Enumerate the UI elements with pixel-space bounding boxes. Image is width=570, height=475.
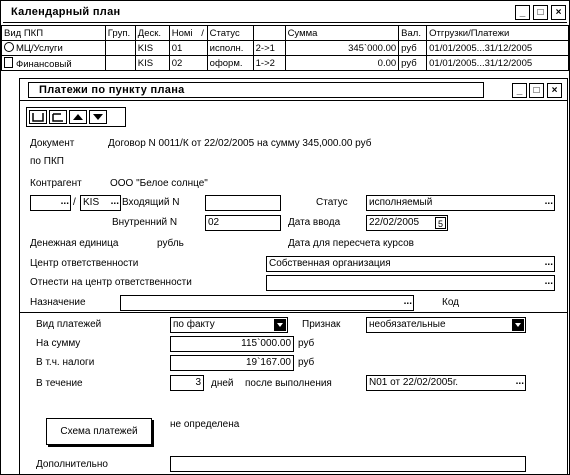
- col-header[interactable]: Сумма: [285, 26, 399, 41]
- table-header-row: [2, 26, 569, 41]
- table-row[interactable]: [2, 56, 569, 71]
- sum-label: На сумму: [36, 338, 81, 349]
- kis-value: KIS: [83, 197, 100, 208]
- arrow-down-icon: [90, 111, 106, 123]
- lookup-button[interactable]: ...: [403, 296, 412, 307]
- sign-value: необязательные: [369, 319, 446, 330]
- col-header[interactable]: [253, 26, 285, 41]
- toolbar: [26, 107, 126, 127]
- divider: [20, 312, 567, 313]
- table-row[interactable]: [2, 41, 569, 56]
- col-header[interactable]: Вид ПКП: [2, 26, 106, 41]
- edit-icon: [50, 111, 66, 123]
- date-field[interactable]: [366, 215, 448, 231]
- row-step: 2->1: [253, 41, 285, 56]
- during-label: В течение: [36, 378, 83, 389]
- minimize-icon: _: [516, 85, 523, 96]
- col-header[interactable]: Номі: [169, 26, 199, 41]
- pay-type-select[interactable]: [170, 317, 288, 333]
- circle-icon: [4, 42, 14, 52]
- lookup-button[interactable]: ...: [544, 257, 553, 268]
- save-button[interactable]: [29, 110, 47, 124]
- maximize-icon: □: [537, 7, 544, 18]
- internal-field[interactable]: [205, 215, 281, 231]
- row-type: МЦ/Услуги: [16, 43, 63, 54]
- lookup-button[interactable]: ...: [515, 376, 524, 387]
- document-value: Договор N 0011/К от 22/02/2005 на сумму 345,000.00 руб: [108, 138, 372, 149]
- row-desk: KIS: [135, 41, 169, 56]
- after-label: после выполнения: [245, 378, 332, 389]
- during-field[interactable]: 3: [170, 375, 204, 391]
- row-status: оформ.: [207, 56, 253, 71]
- code-label: Код: [442, 297, 460, 308]
- row-cur: руб: [399, 56, 427, 71]
- chevron-down-icon[interactable]: [274, 319, 286, 331]
- contragent-code-field[interactable]: [30, 195, 71, 211]
- payments-title: Платежи по пункту плана: [39, 84, 185, 96]
- minimize-button[interactable]: [515, 5, 530, 20]
- arrow-up-icon: [70, 111, 86, 123]
- row-group: [105, 56, 135, 71]
- payments-window: [19, 78, 568, 475]
- document-icon: [4, 57, 13, 68]
- close-icon: ×: [555, 7, 562, 18]
- tax-label: В т.ч. налоги: [36, 357, 95, 368]
- purpose-field[interactable]: [120, 295, 414, 311]
- row-sum: 0.00: [285, 56, 399, 71]
- tax-currency: руб: [298, 357, 315, 368]
- row-type: Финансовый: [16, 58, 72, 70]
- move-down-button[interactable]: [89, 110, 107, 124]
- calendar-plan-title: Календарный план: [11, 6, 121, 18]
- contragent-label: Контрагент: [30, 178, 82, 189]
- maximize-button[interactable]: [533, 5, 548, 20]
- col-header[interactable]: /: [199, 26, 207, 41]
- document-label: Документ: [30, 138, 75, 149]
- purpose-label: Назначение: [30, 297, 86, 308]
- internal-value: 02: [208, 217, 220, 228]
- sum-field[interactable]: 115`000.00: [170, 336, 294, 352]
- date-label: Дата ввода: [288, 217, 341, 228]
- kis-field[interactable]: [80, 195, 121, 211]
- pay-type-label: Вид платежей: [36, 319, 102, 330]
- col-header[interactable]: Статус: [207, 26, 253, 41]
- lookup-button[interactable]: ...: [544, 276, 553, 287]
- close-button[interactable]: [551, 5, 566, 20]
- days-label: дней: [211, 378, 234, 389]
- status-field[interactable]: [366, 195, 555, 211]
- row-period: 01/01/2005...31/12/2005: [427, 41, 569, 56]
- col-header[interactable]: Вал.: [399, 26, 427, 41]
- maximize-button[interactable]: [529, 83, 544, 98]
- close-button[interactable]: [547, 83, 562, 98]
- calendar-plan-table: [1, 25, 569, 71]
- lookup-button[interactable]: ...: [60, 196, 69, 207]
- chevron-down-icon[interactable]: [512, 319, 524, 331]
- move-up-button[interactable]: [69, 110, 87, 124]
- col-header[interactable]: Груп.: [105, 26, 135, 41]
- status-label: Статус: [316, 197, 348, 208]
- assign-responsibility-field[interactable]: [266, 275, 555, 291]
- pkp-label: по ПКП: [30, 156, 64, 167]
- internal-label: Внутренний N: [112, 217, 178, 228]
- row-desk: KIS: [135, 56, 169, 71]
- after-field[interactable]: [366, 375, 526, 391]
- slash-separator: /: [73, 197, 76, 208]
- row-cur: руб: [399, 41, 427, 56]
- save-icon: [30, 111, 46, 123]
- minimize-icon: _: [519, 7, 526, 18]
- status-value: исполняемый: [369, 197, 433, 208]
- maximize-icon: □: [533, 85, 540, 96]
- col-header[interactable]: Деск.: [135, 26, 169, 41]
- recalc-label: Дата для пересчета курсов: [288, 238, 414, 249]
- minimize-button[interactable]: [512, 83, 527, 98]
- edit-button[interactable]: [49, 110, 67, 124]
- sign-select[interactable]: [366, 317, 526, 333]
- currency-label: Денежная единица: [30, 238, 119, 249]
- responsibility-label: Центр ответственности: [30, 258, 139, 269]
- tax-field[interactable]: 19`167.00: [170, 355, 294, 371]
- currency-value: рубль: [157, 238, 184, 249]
- extra-field[interactable]: [170, 456, 526, 472]
- payment-schema-value: не определена: [170, 419, 240, 430]
- pay-type-value: по факту: [173, 319, 215, 330]
- calendar-icon[interactable]: 5: [435, 217, 446, 229]
- col-header[interactable]: Отгрузки/Платежи: [427, 26, 569, 41]
- contragent-value: ООО "Белое солнце": [110, 178, 208, 189]
- row-status: исполн.: [207, 41, 253, 56]
- incoming-field[interactable]: [205, 195, 281, 211]
- after-value: N01 от 22/02/2005г.: [369, 377, 459, 388]
- assign-responsibility-label: Отнести на центр ответственности: [30, 277, 192, 288]
- sum-currency: руб: [298, 338, 315, 349]
- payments-titlebar: [20, 79, 567, 101]
- row-period: 01/01/2005...31/12/2005: [427, 56, 569, 71]
- close-icon: ×: [551, 85, 558, 96]
- incoming-label: Входящий N: [122, 197, 180, 208]
- row-step: 1->2: [253, 56, 285, 71]
- sign-label: Признак: [302, 319, 341, 330]
- row-sum: 345`000.00: [285, 41, 399, 56]
- date-value: 22/02/2005: [369, 217, 420, 228]
- calendar-plan-titlebar: [3, 3, 567, 23]
- responsibility-value: Собственная организация: [269, 258, 391, 269]
- payment-schema-button[interactable]: Схема платежей: [46, 418, 152, 445]
- responsibility-field[interactable]: [266, 256, 555, 272]
- row-num: 01: [169, 41, 207, 56]
- extra-label: Дополнительно: [36, 459, 108, 470]
- row-num: 02: [169, 56, 207, 71]
- row-group: [105, 41, 135, 56]
- lookup-button[interactable]: ...: [110, 196, 119, 207]
- lookup-button[interactable]: ...: [544, 196, 553, 207]
